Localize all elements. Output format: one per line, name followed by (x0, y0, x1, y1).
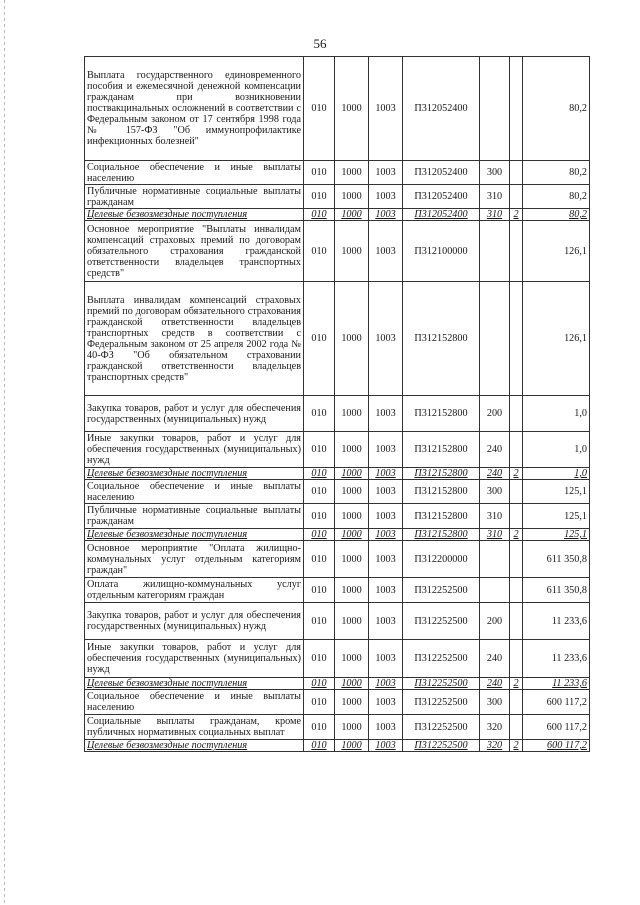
target-article-code: П312152800 (403, 480, 480, 504)
section-code: 1000 (335, 161, 369, 185)
funding-source-code (510, 221, 523, 282)
budget-table (84, 56, 590, 752)
ministry-code: 010 (304, 541, 335, 578)
row-name: Выплата инвалидам компенсаций страховых премий по договорам обязательного страхования гражданской ответственности владельцев транспортных средств в соответствии с Федеральным законом от 25 апреля 2002 года № 40-ФЗ "Об обязательном страховании гражданской ответственности владельцев транспортных средств" (85, 282, 304, 396)
subsection-code: 1003 (369, 185, 403, 209)
expense-type-code (480, 578, 510, 603)
amount: 600 117,2 (523, 690, 590, 715)
expense-type-code: 300 (480, 690, 510, 715)
target-article-code: П312052400 (403, 209, 480, 221)
amount: 1,0 (523, 396, 590, 432)
row-name: Социальное обеспечение и иные выплаты населению (85, 480, 304, 504)
amount: 11 233,6 (523, 678, 590, 690)
expense-type-code: 200 (480, 396, 510, 432)
target-article-code: П312152800 (403, 529, 480, 541)
subsection-code: 1003 (369, 282, 403, 396)
expense-type-code: 310 (480, 209, 510, 221)
funding-source-code (510, 480, 523, 504)
target-article-code: П312252500 (403, 740, 480, 752)
target-article-code: П312252500 (403, 678, 480, 690)
funding-source-code (510, 690, 523, 715)
subsection-code: 1003 (369, 678, 403, 690)
subsection-code: 1003 (369, 504, 403, 529)
ministry-code: 010 (304, 282, 335, 396)
subsection-code: 1003 (369, 578, 403, 603)
section-code: 1000 (335, 541, 369, 578)
funding-source-code (510, 578, 523, 603)
target-article-code: П312252500 (403, 640, 480, 678)
expense-type-code: 300 (480, 161, 510, 185)
ministry-code: 010 (304, 185, 335, 209)
row-name: Целевые безвозмездные поступления (85, 468, 304, 480)
table-row (85, 504, 590, 529)
expense-type-code: 320 (480, 740, 510, 752)
ministry-code: 010 (304, 529, 335, 541)
funding-source-code (510, 185, 523, 209)
subsection-code: 1003 (369, 221, 403, 282)
row-name: Целевые безвозмездные поступления (85, 740, 304, 752)
row-name: Иные закупки товаров, работ и услуг для обеспечения государственных (муниципальных) нужд (85, 432, 304, 468)
table-row (85, 740, 590, 752)
expense-type-code: 240 (480, 640, 510, 678)
section-code: 1000 (335, 209, 369, 221)
target-article-code: П312152800 (403, 468, 480, 480)
expense-type-code: 310 (480, 504, 510, 529)
amount: 80,2 (523, 185, 590, 209)
table-row (85, 432, 590, 468)
table-row (85, 221, 590, 282)
section-code: 1000 (335, 468, 369, 480)
target-article-code: П312152800 (403, 504, 480, 529)
amount: 611 350,8 (523, 541, 590, 578)
section-code: 1000 (335, 396, 369, 432)
section-code: 1000 (335, 480, 369, 504)
table-row (85, 209, 590, 221)
row-name: Оплата жилищно-коммунальных услуг отдельным категориям граждан (85, 578, 304, 603)
row-name: Целевые безвозмездные поступления (85, 678, 304, 690)
amount: 125,1 (523, 504, 590, 529)
section-code: 1000 (335, 678, 369, 690)
table-row (85, 678, 590, 690)
expense-type-code: 240 (480, 468, 510, 480)
row-name: Публичные нормативные социальные выплаты гражданам (85, 504, 304, 529)
subsection-code: 1003 (369, 740, 403, 752)
target-article-code: П312252500 (403, 578, 480, 603)
target-article-code: П312052400 (403, 161, 480, 185)
subsection-code: 1003 (369, 690, 403, 715)
expense-type-code (480, 282, 510, 396)
expense-type-code: 240 (480, 432, 510, 468)
amount: 80,2 (523, 57, 590, 161)
binding-margin-marks (4, 0, 6, 905)
amount: 80,2 (523, 209, 590, 221)
target-article-code: П312252500 (403, 603, 480, 640)
target-article-code: П312200000 (403, 541, 480, 578)
row-name: Публичные нормативные социальные выплаты гражданам (85, 185, 304, 209)
subsection-code: 1003 (369, 209, 403, 221)
ministry-code: 010 (304, 740, 335, 752)
row-name: Социальное обеспечение и иные выплаты населению (85, 690, 304, 715)
row-name: Закупка товаров, работ и услуг для обеспечения государственных (муниципальных) нужд (85, 396, 304, 432)
amount: 611 350,8 (523, 578, 590, 603)
amount: 126,1 (523, 221, 590, 282)
table-row (85, 468, 590, 480)
target-article-code: П312052400 (403, 57, 480, 161)
funding-source-code (510, 603, 523, 640)
row-name: Основное мероприятие "Оплата жилищно-коммунальных услуг отдельным категориям граждан" (85, 541, 304, 578)
table-row (85, 640, 590, 678)
subsection-code: 1003 (369, 529, 403, 541)
target-article-code: П312152800 (403, 432, 480, 468)
funding-source-code: 2 (510, 468, 523, 480)
section-code: 1000 (335, 185, 369, 209)
target-article-code: П312252500 (403, 715, 480, 740)
ministry-code: 010 (304, 468, 335, 480)
ministry-code: 010 (304, 504, 335, 529)
section-code: 1000 (335, 504, 369, 529)
table-row (85, 480, 590, 504)
ministry-code: 010 (304, 640, 335, 678)
section-code: 1000 (335, 640, 369, 678)
subsection-code: 1003 (369, 480, 403, 504)
funding-source-code (510, 640, 523, 678)
row-name: Социальное обеспечение и иные выплаты населению (85, 161, 304, 185)
subsection-code: 1003 (369, 603, 403, 640)
expense-type-code: 240 (480, 678, 510, 690)
row-name: Целевые безвозмездные поступления (85, 209, 304, 221)
ministry-code: 010 (304, 690, 335, 715)
expense-type-code: 310 (480, 529, 510, 541)
amount: 11 233,6 (523, 640, 590, 678)
target-article-code: П312152800 (403, 396, 480, 432)
section-code: 1000 (335, 57, 369, 161)
section-code: 1000 (335, 282, 369, 396)
funding-source-code (510, 396, 523, 432)
ministry-code: 010 (304, 432, 335, 468)
funding-source-code: 2 (510, 740, 523, 752)
row-name: Целевые безвозмездные поступления (85, 529, 304, 541)
amount: 600 117,2 (523, 740, 590, 752)
ministry-code: 010 (304, 715, 335, 740)
expense-type-code: 300 (480, 480, 510, 504)
table-row (85, 396, 590, 432)
table-row (85, 185, 590, 209)
row-name: Закупка товаров, работ и услуг для обеспечения государственных (муниципальных) нужд (85, 603, 304, 640)
amount: 126,1 (523, 282, 590, 396)
section-code: 1000 (335, 603, 369, 640)
expense-type-code (480, 57, 510, 161)
expense-type-code: 200 (480, 603, 510, 640)
amount: 600 117,2 (523, 715, 590, 740)
table-row (85, 529, 590, 541)
table-row (85, 715, 590, 740)
subsection-code: 1003 (369, 396, 403, 432)
expense-type-code: 310 (480, 185, 510, 209)
table-row (85, 541, 590, 578)
target-article-code: П312252500 (403, 690, 480, 715)
table-row (85, 282, 590, 396)
ministry-code: 010 (304, 396, 335, 432)
funding-source-code (510, 161, 523, 185)
ministry-code: 010 (304, 578, 335, 603)
expense-type-code (480, 221, 510, 282)
row-name: Основное мероприятие "Выплаты инвалидам компенсаций страховых премий по договорам обязательного страхования гражданской ответственности владельцев транспортных средств" (85, 221, 304, 282)
funding-source-code: 2 (510, 678, 523, 690)
target-article-code: П312100000 (403, 221, 480, 282)
section-code: 1000 (335, 578, 369, 603)
ministry-code: 010 (304, 209, 335, 221)
subsection-code: 1003 (369, 541, 403, 578)
subsection-code: 1003 (369, 432, 403, 468)
subsection-code: 1003 (369, 640, 403, 678)
target-article-code: П312052400 (403, 185, 480, 209)
target-article-code: П312152800 (403, 282, 480, 396)
ministry-code: 010 (304, 57, 335, 161)
ministry-code: 010 (304, 480, 335, 504)
page-number: 56 (313, 36, 327, 51)
section-code: 1000 (335, 740, 369, 752)
funding-source-code: 2 (510, 209, 523, 221)
table-row (85, 690, 590, 715)
ministry-code: 010 (304, 678, 335, 690)
funding-source-code (510, 541, 523, 578)
funding-source-code (510, 504, 523, 529)
expense-type-code: 320 (480, 715, 510, 740)
amount: 125,1 (523, 480, 590, 504)
section-code: 1000 (335, 221, 369, 282)
section-code: 1000 (335, 432, 369, 468)
section-code: 1000 (335, 715, 369, 740)
amount: 1,0 (523, 468, 590, 480)
funding-source-code (510, 57, 523, 161)
amount: 80,2 (523, 161, 590, 185)
ministry-code: 010 (304, 221, 335, 282)
table-row (85, 603, 590, 640)
subsection-code: 1003 (369, 468, 403, 480)
table-row (85, 578, 590, 603)
ministry-code: 010 (304, 161, 335, 185)
funding-source-code (510, 715, 523, 740)
ministry-code: 010 (304, 603, 335, 640)
table-row (85, 57, 590, 161)
funding-source-code (510, 282, 523, 396)
table-row (85, 161, 590, 185)
section-code: 1000 (335, 690, 369, 715)
funding-source-code (510, 432, 523, 468)
amount: 1,0 (523, 432, 590, 468)
funding-source-code: 2 (510, 529, 523, 541)
expense-type-code (480, 541, 510, 578)
subsection-code: 1003 (369, 161, 403, 185)
section-code: 1000 (335, 529, 369, 541)
subsection-code: 1003 (369, 57, 403, 161)
subsection-code: 1003 (369, 715, 403, 740)
amount: 11 233,6 (523, 603, 590, 640)
amount: 125,1 (523, 529, 590, 541)
row-name: Социальные выплаты гражданам, кроме публичных нормативных социальных выплат (85, 715, 304, 740)
row-name: Выплата государственного единовременного пособия и ежемесячной денежной компенсации гражданам при возникновении поствакцинальных осложнений в соответствии с Федеральным законом от 17 сентября 1998 года № 157-ФЗ "Об иммунопрофилактике инфекционных болезней" (85, 57, 304, 161)
row-name: Иные закупки товаров, работ и услуг для обеспечения государственных (муниципальных) нужд (85, 640, 304, 678)
